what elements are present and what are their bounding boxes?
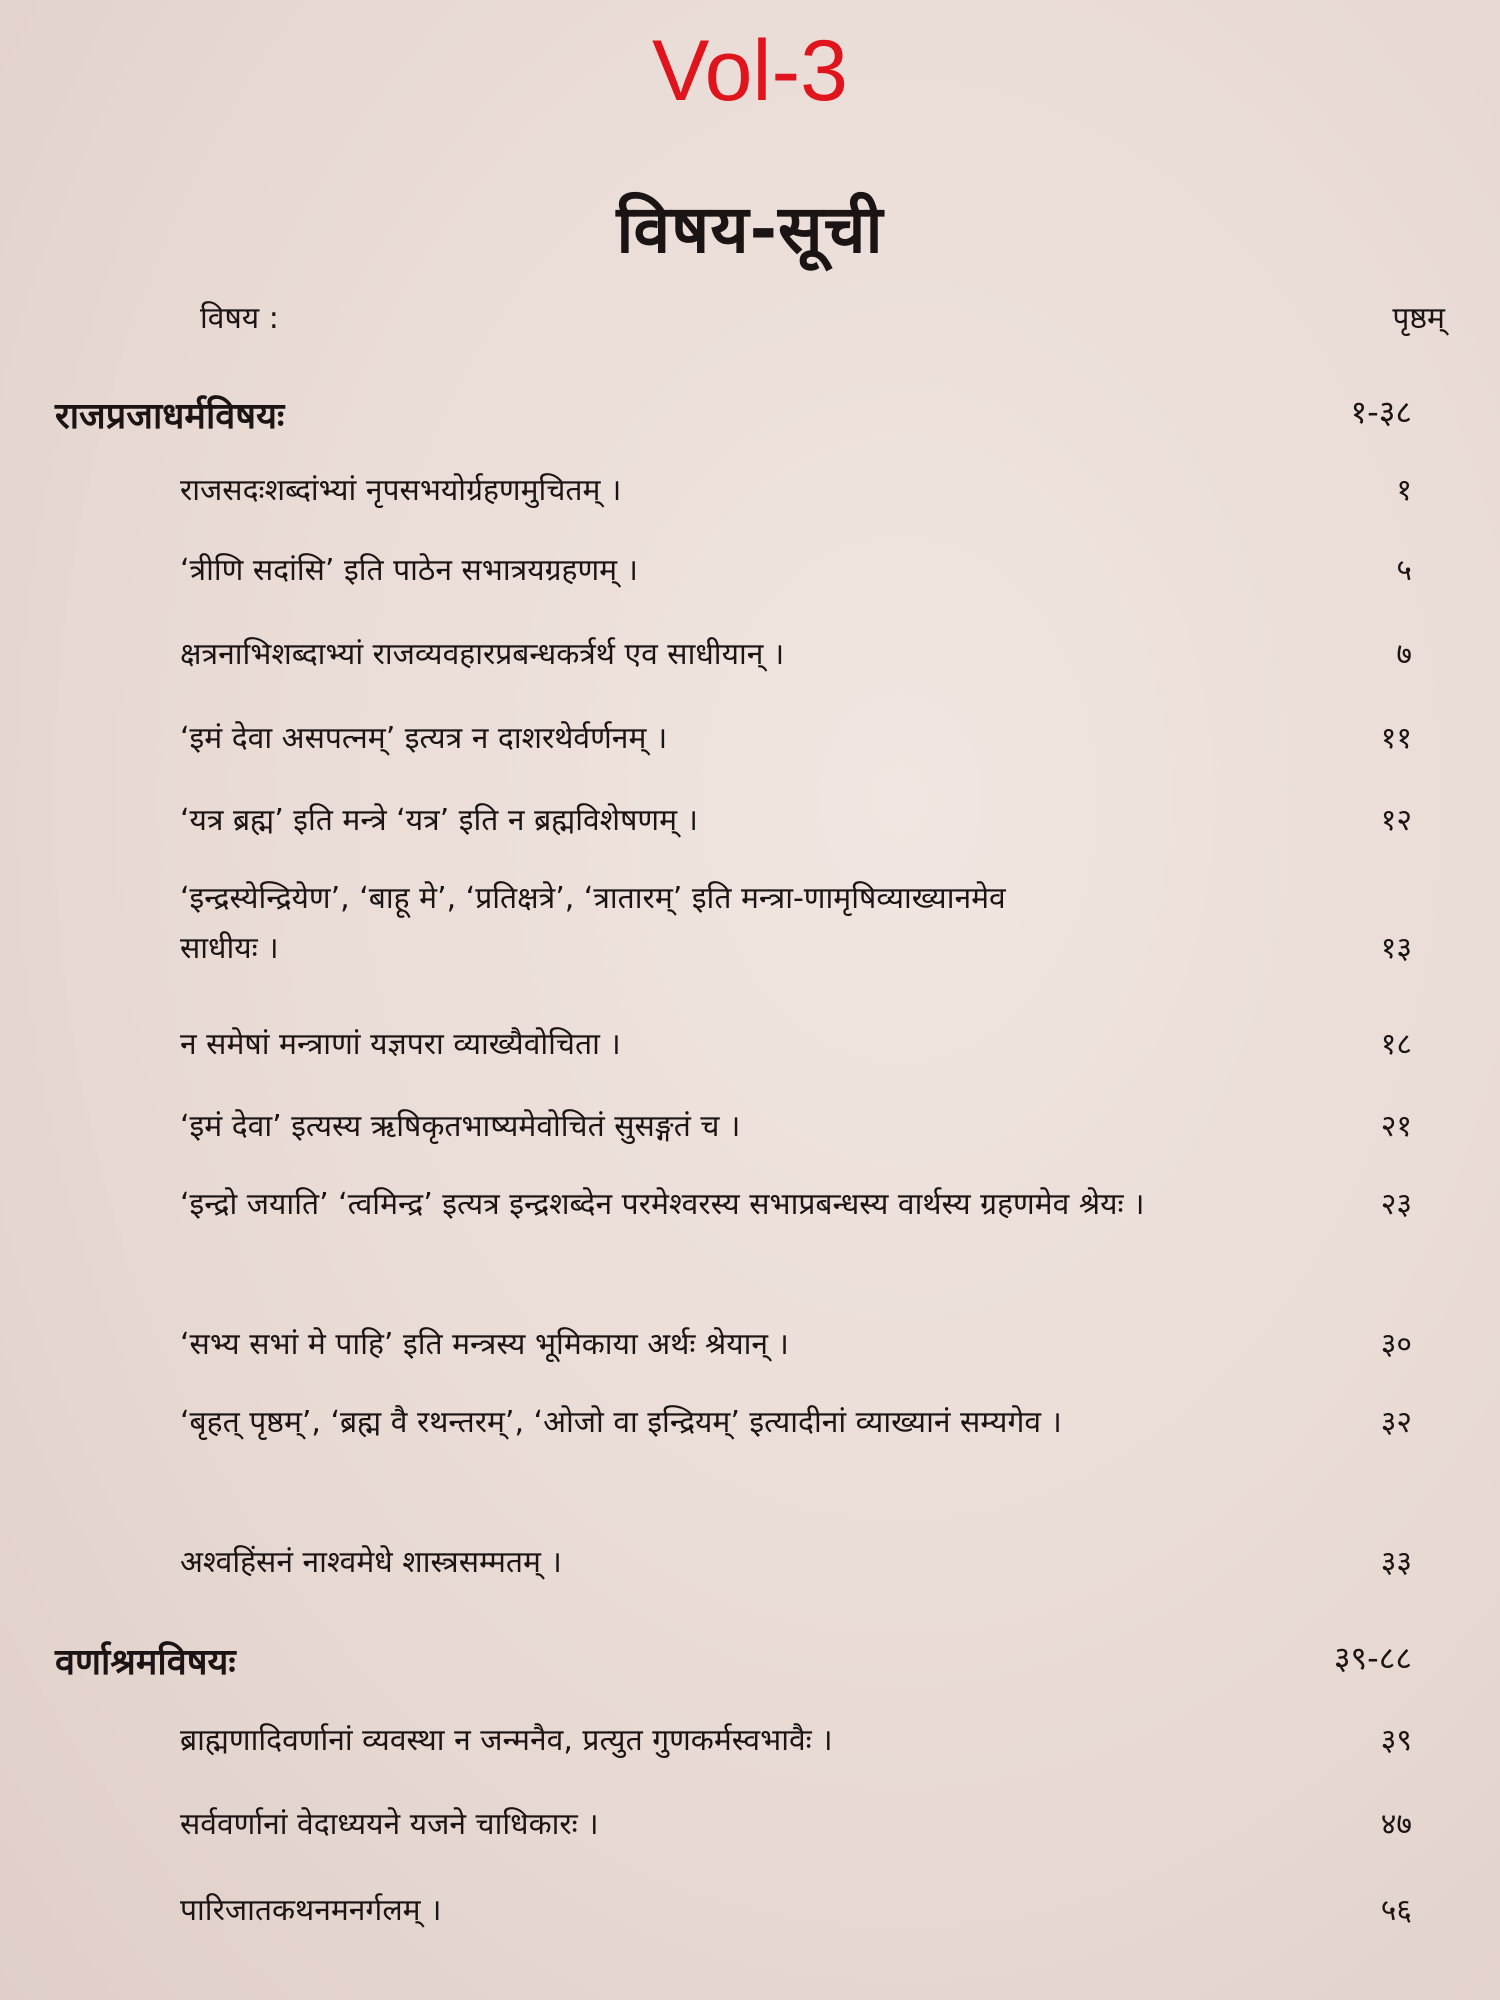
entry-page: १२ xyxy=(1380,803,1412,838)
entry-page: ३३ xyxy=(1380,1545,1412,1580)
entry-page: १३ xyxy=(1380,931,1412,966)
toc-entry xyxy=(180,1320,1412,1370)
entry-page: ३२ xyxy=(1380,1405,1412,1440)
section-title: वर्णाश्रमविषयः xyxy=(55,1642,236,1683)
entry-page: २१ xyxy=(1380,1109,1412,1144)
entry-text: न समेषां मन्त्राणां यज्ञपरा व्याख्यैवोचिता । xyxy=(180,1027,621,1062)
entry-page: ११ xyxy=(1380,721,1412,756)
entry-text: ‘यत्र ब्रह्म’ इति मन्त्रे ‘यत्र’ इति न ब्रह्मविशेषणम् । xyxy=(180,803,698,838)
volume-label: Vol-3 xyxy=(651,23,849,119)
toc-entry xyxy=(180,1800,1412,1850)
toc-entry xyxy=(180,796,1412,846)
section-page-range: १-३८ xyxy=(1350,393,1412,431)
entry-text: क्षत्रनाभिशब्दाभ्यां राजव्यवहारप्रबन्धकर्त्रर्थ एव साधीयान् । xyxy=(180,637,785,672)
toc-entry xyxy=(180,1398,1412,1448)
section-title: राजप्रजाधर्मविषयः xyxy=(55,396,285,437)
toc-entry xyxy=(180,1102,1412,1152)
toc-entry xyxy=(180,546,1412,596)
page-column-header: पृष्ठम् xyxy=(1392,301,1445,336)
section-heading xyxy=(55,1636,1412,1685)
entry-page: ३९ xyxy=(1380,1723,1412,1758)
entry-page: ७ xyxy=(1396,637,1412,672)
toc-entry xyxy=(180,1180,1412,1230)
subject-column-header: विषय : xyxy=(200,301,279,336)
entry-text: ‘इमं देवा’ इत्यस्य ऋषिकृतभाष्यमेवोचितं सुसङ्गतं च । xyxy=(180,1109,741,1144)
entry-text: अश्वहिंसनं नाश्वमेधे शास्त्रसम्मतम् । xyxy=(180,1545,562,1580)
page-title: विषय-सूची xyxy=(616,191,884,268)
toc-entry xyxy=(180,1020,1412,1070)
entry-text: ‘बृहत् पृष्ठम्’, ‘ब्रह्म वै रथन्तरम्’, ‘ओजो वा इन्द्रियम्’ इत्यादीनां व्याख्यानं सम्यगेव । xyxy=(180,1405,1062,1440)
entry-page: ५ xyxy=(1396,553,1412,588)
entry-page: ४७ xyxy=(1380,1807,1412,1842)
toc-entry xyxy=(180,466,1412,516)
section-page-range: ३९-८८ xyxy=(1333,1639,1412,1677)
entry-text: ‘त्रीणि सदांसि’ इति पाठेन सभात्रयग्रहणम् । xyxy=(180,553,639,588)
entry-text: ‘इमं देवा असपत्नम्’ इत्यत्र न दाशरथेर्वर्णनम् । xyxy=(180,721,668,756)
entry-text: ‘इन्द्रस्येन्द्रियेण’, ‘बाहू मे’, ‘प्रतिक्षत्रे’, ‘त्रातारम्’ इति मन्त्रा-णामृषिव्याख्यानमेव साधीयः । xyxy=(180,881,1006,966)
toc-entry xyxy=(180,630,1412,680)
entry-text: ‘इन्द्रो जयाति’ ‘त्वमिन्द्र’ इत्यत्र इन्द्रशब्देन परमेश्वरस्य सभाप्रबन्धस्य वार्थस्य ग्रहणमेव श्रेयः । xyxy=(180,1187,1145,1222)
toc-entry xyxy=(180,874,1412,974)
entry-text: पारिजातकथनमनर्गलम् । xyxy=(180,1893,442,1928)
entry-text: ‘सभ्य सभां मे पाहि’ इति मन्त्रस्य भूमिकाया अर्थः श्रेयान् । xyxy=(180,1327,789,1362)
entry-page: ३० xyxy=(1380,1327,1412,1362)
entry-page: १ xyxy=(1396,473,1412,508)
entry-page: २३ xyxy=(1380,1187,1412,1222)
toc-entry xyxy=(180,1716,1412,1766)
entry-page: ५६ xyxy=(1380,1893,1412,1928)
entry-text: ब्राह्मणादिवर्णानां व्यवस्था न जन्मनैव, प्रत्युत गुणकर्मस्वभावैः । xyxy=(180,1723,833,1758)
entry-text: राजसदःशब्दांभ्यां नृपसभयोर्ग्रहणमुचितम् । xyxy=(180,473,622,508)
entry-page: १८ xyxy=(1380,1027,1412,1062)
toc-entry xyxy=(180,1886,1412,1936)
toc-entry xyxy=(180,714,1412,764)
toc-entry xyxy=(180,1538,1412,1588)
section-heading xyxy=(55,390,1412,439)
entry-text: सर्ववर्णानां वेदाध्ययने यजने चाधिकारः । xyxy=(180,1807,599,1842)
